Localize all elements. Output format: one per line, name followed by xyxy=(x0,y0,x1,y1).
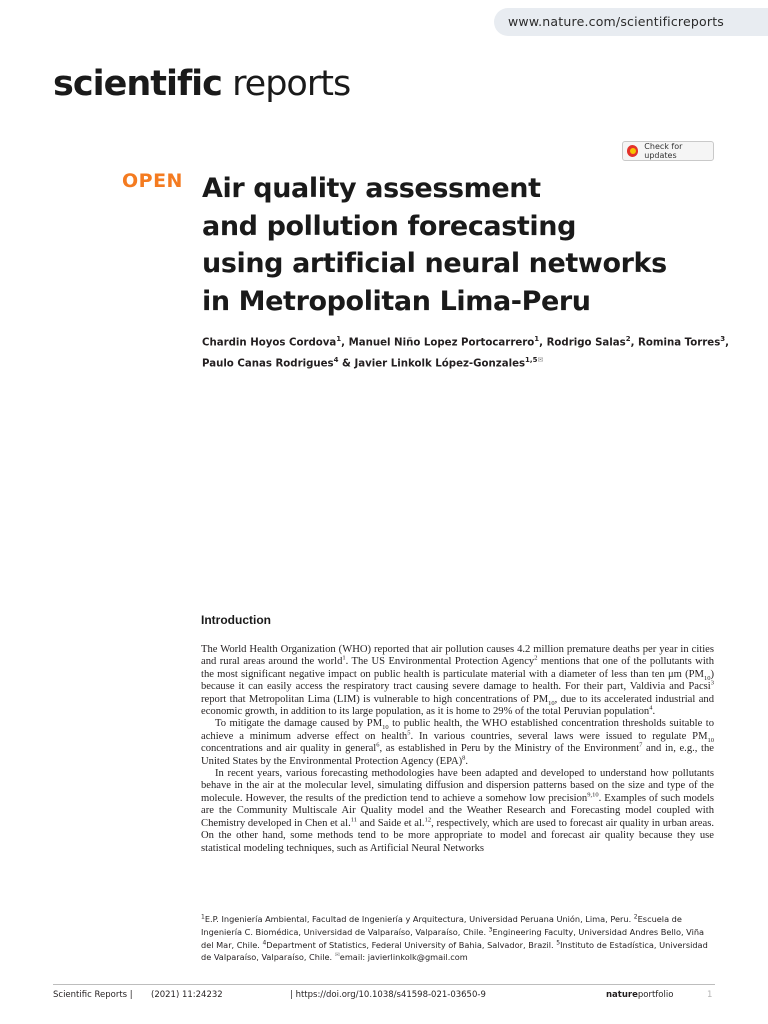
footer-journal: Scientific Reports | xyxy=(53,990,133,1000)
affiliation-ref: 1 xyxy=(336,335,342,343)
check-for-updates-button[interactable] xyxy=(622,141,714,161)
page-number: 1 xyxy=(707,990,713,1000)
affiliation: E.P. Ingeniería Ambiental, Facultad de Ingeniería y Arquitectura, Universidad Peruana Unión, Lima, Peru. xyxy=(204,914,634,924)
title-line: in Metropolitan Lima-Peru xyxy=(202,285,591,317)
title-line: Air quality assessment xyxy=(202,173,541,204)
paragraph xyxy=(201,644,714,718)
citation-link[interactable]: 7 xyxy=(639,741,643,749)
logo-bold: nature xyxy=(606,990,638,1000)
article-title xyxy=(202,170,722,320)
subscript: 10 xyxy=(703,674,711,682)
text: to public health, the WHO established concentration thresholds suitable to achieve a minimum adverse effect on health xyxy=(201,718,714,742)
affiliation-number: 1 xyxy=(201,913,205,921)
text: . xyxy=(652,706,656,718)
email-icon[interactable]: ✉ xyxy=(537,355,544,364)
title-line: using artificial neural networks xyxy=(202,248,667,279)
affiliation-number: 3 xyxy=(488,926,493,934)
author-list xyxy=(202,331,732,373)
text: mentions that one of the pollutants with the most significant negative impact on public health is particulate material with a diameter of less than ten μm (PM xyxy=(201,656,714,680)
footer-divider xyxy=(53,984,715,985)
affiliation-ref: 4 xyxy=(333,355,339,364)
citation-link[interactable]: 6 xyxy=(376,741,380,749)
corresponding-email[interactable]: email: javierlinkolk@gmail.com xyxy=(339,952,468,963)
logo-light: portfolio xyxy=(637,990,674,1000)
text: and in, e.g., the United States by the Environmental Protection Agency (EPA) xyxy=(201,743,714,767)
author-name[interactable]: Paulo Canas Rodrigues xyxy=(202,358,334,370)
paragraph xyxy=(201,718,714,768)
text: . xyxy=(465,755,469,767)
citation-link[interactable]: 4 xyxy=(649,704,653,712)
text: report that Metropolitan Lima (LIM) is vulnerable to high concentrations of PM xyxy=(201,693,549,705)
affiliation-ref: 3 xyxy=(720,335,726,343)
title-line: and pollution forecasting xyxy=(202,210,577,242)
citation-link[interactable]: 1 xyxy=(342,654,346,662)
citation-link[interactable]: 12 xyxy=(424,816,432,824)
journal-logo-light: reports xyxy=(221,64,351,104)
paragraph xyxy=(201,768,714,855)
author-name[interactable]: , Manuel Niño Lopez Portocarrero xyxy=(341,337,535,349)
text: In recent years, various forecasting methodologies have been adapted and developed to understand how pollutants behave in the air at the molecular level, simulating diffusion and dispersion patterns based on the size and type of the molecule. However, the results of the prediction tend to achieve a somehow low precision xyxy=(201,768,714,804)
citation-link[interactable]: 5 xyxy=(407,729,411,737)
section-heading-introduction: Introduction xyxy=(201,613,271,627)
author-name[interactable]: & Javier Linkolk López-Gonzales xyxy=(338,358,526,370)
citation-link[interactable]: 2 xyxy=(534,654,538,662)
citation-link[interactable]: 8 xyxy=(462,754,466,762)
affiliation: Escuela de Ingeniería C. Biomédica, Universidad de Valparaíso, Valparaíso, Chile. xyxy=(201,914,682,937)
text: and Saide et al. xyxy=(357,817,425,829)
affiliation-ref: 1,5 xyxy=(525,355,538,364)
affiliation-number: 2 xyxy=(633,913,638,921)
introduction-body xyxy=(201,644,714,855)
author-name[interactable]: , Romina Torres xyxy=(630,337,721,349)
affiliations-footnote xyxy=(201,913,717,964)
footer-citation: (2021) 11:24232 xyxy=(151,990,223,1000)
text: , due to its accelerated industrial and economic growth, in addition to its large population, as it is home to 29% of the total Peruvian population xyxy=(201,693,714,718)
citation-link[interactable]: 11 xyxy=(350,816,357,824)
author-name[interactable]: Chardin Hoyos Cordova xyxy=(202,337,337,349)
affiliation: Department of Statistics, Federal University of Bahia, Salvador, Brazil. xyxy=(266,939,557,950)
text: . The US Environmental Protection Agency xyxy=(345,656,535,668)
subscript: 10 xyxy=(382,724,389,732)
subscript: 10 xyxy=(707,736,714,744)
affiliation: Instituto de Estadística, Universidad de Valparaíso, Valparaíso, Chile. xyxy=(201,939,708,963)
affiliation-ref: 1 xyxy=(534,335,540,343)
open-access-label: OPEN xyxy=(122,170,183,192)
email-icon: ✉ xyxy=(334,951,340,959)
check-for-updates-label: Check for updates xyxy=(644,142,683,160)
subscript: 10 xyxy=(548,699,555,707)
text: . In various countries, several laws were issued to regulate PM xyxy=(410,730,708,742)
text: , as established in Peru by the Ministry of the Environment xyxy=(379,743,640,755)
nature-portfolio-logo xyxy=(606,990,673,1000)
text: , respectively, which are used to forecast air quality in urban areas. On the other hand, some methods tend to be more appropriate to model and forecast air quality because they use statistical modeling techniques, such as Artificial Neural Networks xyxy=(201,817,714,854)
text: . Examples of such models are the Community Multiscale Air Quality model and the Weather Research and Forecasting model coupled with Chemistry developed in Chen et al. xyxy=(201,792,714,829)
citation-link[interactable]: 9,10 xyxy=(587,791,599,799)
footer-doi-link[interactable]: | https://doi.org/10.1038/s41598-021-03650-9 xyxy=(290,990,486,1000)
text: ) because it can easily access the respiratory tract causing severe damage to health. For their part, Valdivia and Pacsi xyxy=(201,668,714,693)
affiliation-number: 5 xyxy=(556,938,561,946)
affiliation: Engineering Faculty, Universidad Andres Bello, Viña del Mar, Chile. xyxy=(201,926,705,950)
citation-link[interactable]: 3 xyxy=(710,679,714,687)
crossmark-icon xyxy=(627,145,638,157)
affiliation-ref: 2 xyxy=(625,335,631,343)
author-separator: , xyxy=(725,337,730,349)
journal-logo xyxy=(53,64,350,104)
text: To mitigate the damage caused by PM xyxy=(215,718,383,730)
affiliation-number: 4 xyxy=(262,938,267,946)
text: The World Health Organization (WHO) reported that air pollution causes 4.2 million premature deaths per year in cities and rural areas around the world xyxy=(201,644,714,668)
text: concentrations and air quality in general xyxy=(201,743,377,755)
journal-url[interactable]: www.nature.com/scientificreports xyxy=(494,8,768,36)
author-name[interactable]: , Rodrigo Salas xyxy=(539,337,626,349)
journal-logo-bold: scientific xyxy=(53,64,222,104)
